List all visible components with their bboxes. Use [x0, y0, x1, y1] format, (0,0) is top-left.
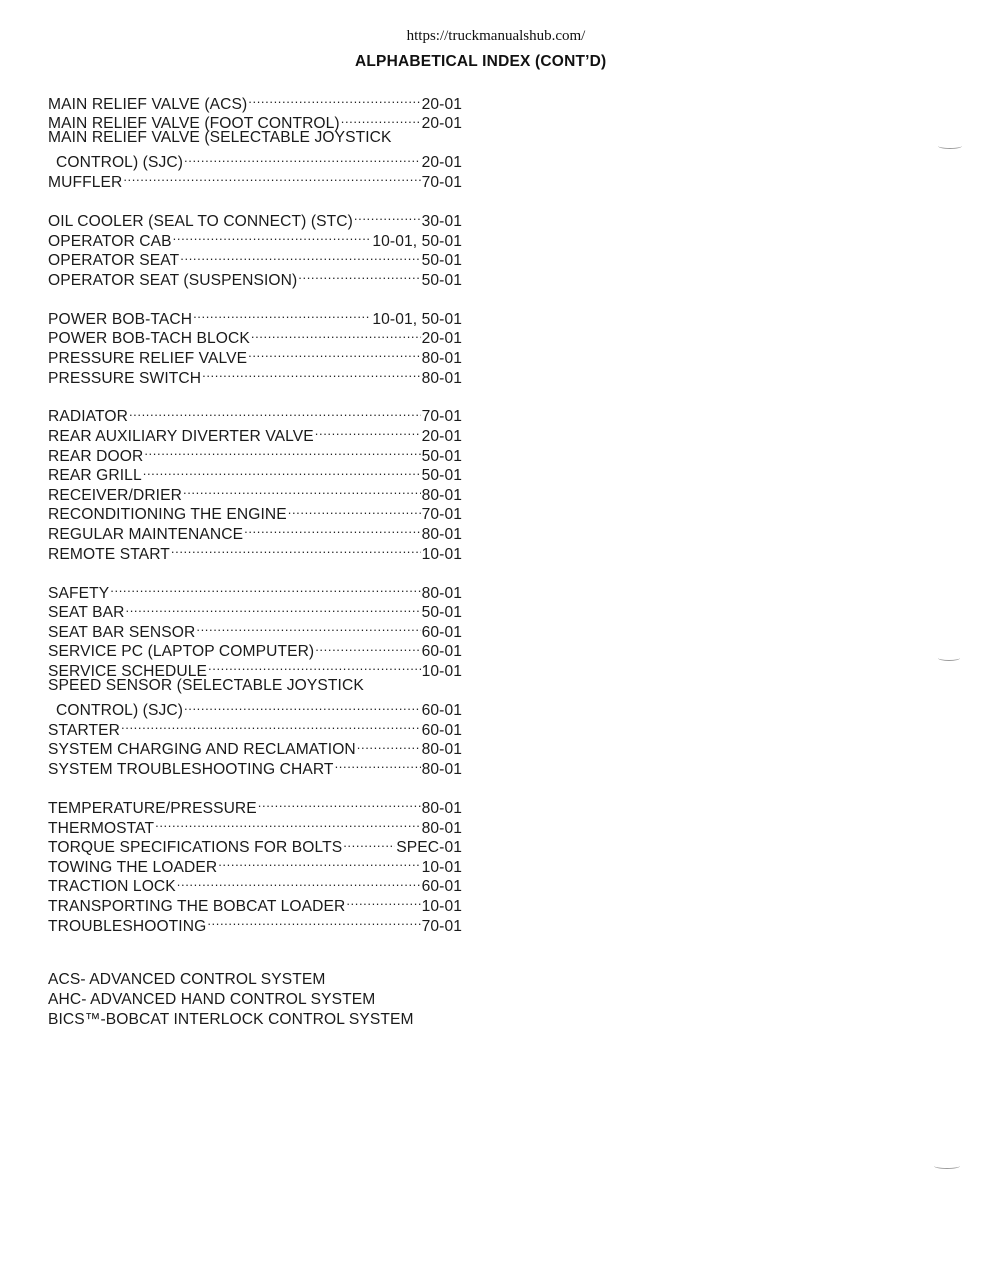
entry-label: PRESSURE RELIEF VALVE — [48, 349, 248, 367]
entry-label: REMOTE START — [48, 545, 170, 563]
entry-label: SPEED SENSOR (SELECTABLE JOYSTICK — [48, 677, 364, 694]
entry-page: 10-01 — [421, 897, 462, 915]
dot-leader — [258, 793, 421, 813]
entry-label: MUFFLER — [48, 173, 123, 191]
legend-line: AHC- ADVANCED HAND CONTROL SYSTEM — [48, 990, 376, 1008]
dot-leader — [125, 598, 420, 618]
entry-label: SEAT BAR — [48, 604, 125, 622]
entry-page: 20-01 — [421, 115, 462, 133]
entry-label: PRESSURE SWITCH — [48, 369, 202, 387]
dot-leader — [343, 833, 395, 853]
entry-label: RADIATOR — [48, 408, 128, 426]
entry-page: 10-01, 50-01 — [372, 232, 462, 250]
entry-page: 80-01 — [421, 486, 462, 504]
dot-leader — [251, 324, 421, 344]
index-entry — [48, 304, 462, 328]
entry-label: SEAT BAR SENSOR — [48, 623, 196, 641]
entry-label: TORQUE SPECIFICATIONS FOR BOLTS — [48, 839, 343, 857]
entry-label: OPERATOR SEAT (SUSPENSION) — [48, 271, 298, 289]
index-entry — [48, 148, 462, 172]
entry-label: MAIN RELIEF VALVE (SELECTABLE JOYSTICK — [48, 129, 392, 147]
page-title: ALPHABETICAL INDEX (CONT’D) — [355, 53, 607, 70]
entry-label: CONTROL) (SJC) — [56, 154, 184, 172]
entry-label: REAR DOOR — [48, 447, 144, 465]
entry-page: 20-01 — [421, 428, 462, 446]
entry-page: 80-01 — [421, 819, 462, 837]
dot-leader — [180, 246, 420, 266]
entry-label: MAIN RELIEF VALVE (FOOT CONTROL) — [48, 115, 340, 133]
dot-leader — [346, 891, 420, 911]
entry-page: 10-01 — [421, 663, 462, 680]
dot-leader — [354, 206, 421, 226]
entry-page: 50-01 — [421, 447, 462, 465]
dot-leader — [193, 304, 371, 324]
entry-page: 70-01 — [421, 917, 462, 935]
entry-page: 60-01 — [421, 721, 462, 739]
entry-page: 80-01 — [421, 349, 462, 367]
dot-leader — [341, 109, 421, 129]
index-entry — [48, 206, 462, 230]
dot-leader — [143, 461, 421, 481]
entry-page: 80-01 — [421, 584, 462, 602]
entry-label: REAR GRILL — [48, 467, 142, 485]
dot-leader — [123, 167, 420, 187]
entry-label: POWER BOB-TACH — [48, 310, 193, 328]
entry-page: 10-01, 50-01 — [372, 310, 462, 328]
dot-leader — [298, 265, 420, 285]
entry-page: 60-01 — [421, 623, 462, 641]
index-group — [48, 89, 462, 191]
index-group — [48, 793, 462, 935]
entry-page: 20-01 — [421, 95, 462, 113]
entry-label: OPERATOR SEAT — [48, 252, 180, 270]
entry-label: SYSTEM TROUBLESHOOTING CHART — [48, 760, 334, 778]
index-group — [48, 304, 462, 387]
entry-label: MAIN RELIEF VALVE (ACS) — [48, 95, 248, 113]
entry-label: POWER BOB-TACH BLOCK — [48, 330, 250, 348]
entry-label: REGULAR MAINTENANCE — [48, 526, 244, 544]
entry-label: TRACTION LOCK — [48, 878, 176, 896]
entry-label: TRANSPORTING THE BOBCAT LOADER — [48, 897, 346, 915]
entry-page: 70-01 — [421, 408, 462, 426]
dot-leader — [218, 852, 420, 872]
entry-page: 60-01 — [421, 702, 462, 720]
entry-label: TROUBLESHOOTING — [48, 917, 207, 935]
index-entry — [48, 676, 462, 696]
dot-leader — [244, 519, 420, 539]
dot-leader — [357, 735, 421, 755]
entry-page: 50-01 — [421, 604, 462, 622]
entry-page: 50-01 — [421, 252, 462, 270]
dot-leader — [129, 402, 421, 422]
entry-label: CONTROL) (SJC) — [56, 702, 184, 720]
abbreviation-legend — [48, 970, 414, 1029]
legend-line: ACS- ADVANCED CONTROL SYSTEM — [48, 971, 326, 988]
dot-leader — [171, 539, 421, 559]
index-entry — [48, 89, 462, 113]
source-url[interactable]: https://truckmanualshub.com/ — [406, 28, 586, 44]
index-entry — [48, 696, 462, 720]
entry-label: RECONDITIONING THE ENGINE — [48, 506, 287, 524]
entry-page: SPEC-01 — [396, 839, 462, 857]
dot-leader — [335, 754, 421, 774]
dot-leader — [121, 715, 421, 735]
entry-label: TOWING THE LOADER — [48, 858, 218, 876]
scan-mark — [938, 143, 962, 149]
entry-page: 80-01 — [421, 799, 462, 817]
entry-label: THERMOSTAT — [48, 819, 155, 837]
entry-page: 80-01 — [421, 760, 462, 778]
dot-leader — [196, 617, 420, 637]
entry-label: TEMPERATURE/PRESSURE — [48, 799, 257, 817]
entry-page: 80-01 — [421, 741, 462, 759]
index-entry — [48, 128, 462, 148]
index-entry — [48, 598, 462, 622]
entry-label: SAFETY — [48, 584, 110, 602]
dot-leader — [248, 89, 420, 109]
entry-page: 80-01 — [421, 369, 462, 387]
index-group — [48, 206, 462, 289]
entry-page: 20-01 — [421, 330, 462, 348]
entry-page: 50-01 — [421, 467, 462, 485]
entry-page: 50-01 — [421, 271, 462, 289]
dot-leader — [155, 813, 421, 833]
entry-label: SERVICE SCHEDULE — [48, 663, 208, 680]
entry-label: SERVICE PC (LAPTOP COMPUTER) — [48, 643, 315, 661]
entry-label: RECEIVER/DRIER — [48, 486, 182, 504]
entry-label: OPERATOR CAB — [48, 232, 172, 250]
dot-leader — [207, 911, 420, 931]
entry-page: 20-01 — [421, 154, 462, 172]
dot-leader — [184, 696, 421, 716]
dot-leader — [248, 343, 421, 363]
entry-label: REAR AUXILIARY DIVERTER VALVE — [48, 428, 314, 446]
dot-leader — [202, 363, 420, 383]
dot-leader — [315, 421, 421, 441]
entry-page: 60-01 — [421, 643, 462, 661]
alphabetical-index — [48, 89, 462, 950]
entry-page: 70-01 — [421, 173, 462, 191]
entry-page: 10-01 — [421, 858, 462, 876]
entry-page: 70-01 — [421, 506, 462, 524]
legend-line: BICS™-BOBCAT INTERLOCK CONTROL SYSTEM — [48, 1010, 414, 1028]
scan-mark — [934, 1163, 960, 1169]
dot-leader — [183, 480, 421, 500]
index-group — [48, 578, 462, 778]
dot-leader — [110, 578, 420, 598]
entry-page: 60-01 — [421, 878, 462, 896]
index-group — [48, 402, 462, 563]
entry-page: 80-01 — [421, 526, 462, 544]
index-entry — [48, 402, 462, 426]
dot-leader — [177, 872, 421, 892]
index-entry — [48, 793, 462, 817]
dot-leader — [315, 637, 420, 657]
scan-mark — [938, 655, 960, 661]
dot-leader — [208, 656, 421, 676]
entry-label: OIL COOLER (SEAL TO CONNECT) (STC) — [48, 212, 353, 230]
entry-page: 10-01 — [421, 545, 462, 563]
dot-leader — [144, 441, 420, 461]
dot-leader — [184, 148, 421, 168]
dot-leader — [173, 226, 372, 246]
entry-page: 30-01 — [421, 212, 462, 230]
index-entry — [48, 578, 462, 602]
entry-label: STARTER — [48, 721, 121, 739]
entry-label: SYSTEM CHARGING AND RECLAMATION — [48, 741, 356, 759]
dot-leader — [288, 500, 421, 520]
